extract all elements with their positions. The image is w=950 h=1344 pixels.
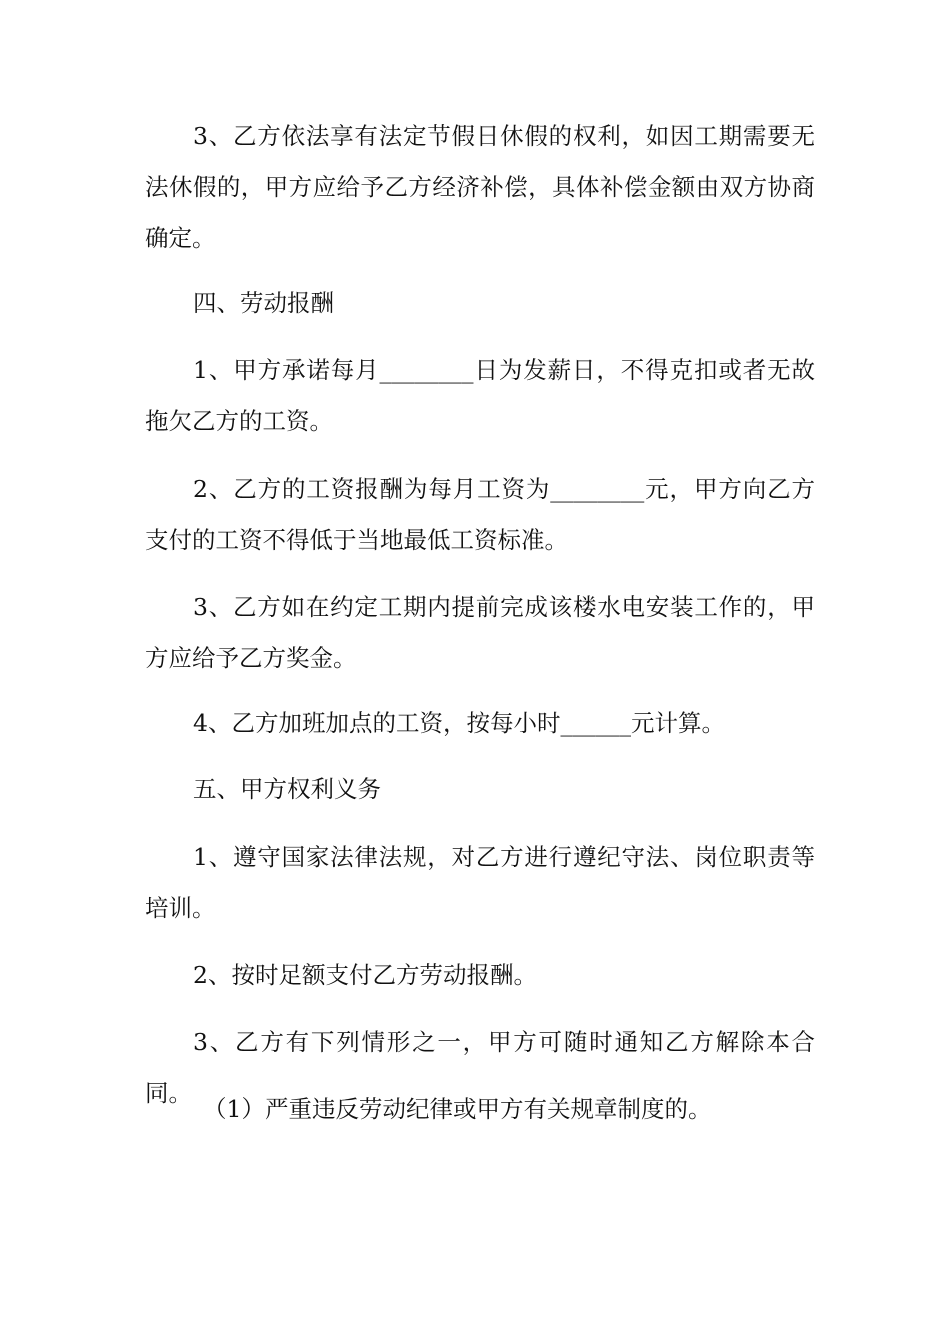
clause-2-payment: 2、按时足额支付乙方劳动报酬。 xyxy=(193,961,537,989)
clause-3-item-1: （1）严重违反劳动纪律或甲方有关规章制度的。 xyxy=(203,1095,712,1123)
clause-1-compliance: 1、遵守国家法律法规，对乙方进行遵纪守法、岗位职责等培训。 xyxy=(145,843,815,922)
clause-1-payday: 1、甲方承诺每月________日为发薪日，不得克扣或者无故拖欠乙方的工资。 xyxy=(145,356,815,435)
clause-2-salary: 2、乙方的工资报酬为每月工资为________元，甲方向乙方支付的工资不得低于当地最低工资标准。 xyxy=(145,475,815,554)
clause-3-termination: 3、乙方有下列情形之一，甲方可随时通知乙方解除本合同。 xyxy=(145,1028,815,1107)
clause-4-overtime: 4、乙方加班加点的工资，按每小时______元计算。 xyxy=(193,709,725,737)
clause-3-holidays: 3、乙方依法享有法定节假日休假的权利，如因工期需要无法休假的，甲方应给予乙方经济补偿，具体补偿金额由双方协商确定。 xyxy=(145,122,815,252)
section-heading-party-a-rights: 五、甲方权利义务 xyxy=(193,775,381,803)
section-heading-remuneration: 四、劳动报酬 xyxy=(193,289,334,317)
clause-3-bonus: 3、乙方如在约定工期内提前完成该楼水电安装工作的，甲方应给予乙方奖金。 xyxy=(145,593,815,672)
